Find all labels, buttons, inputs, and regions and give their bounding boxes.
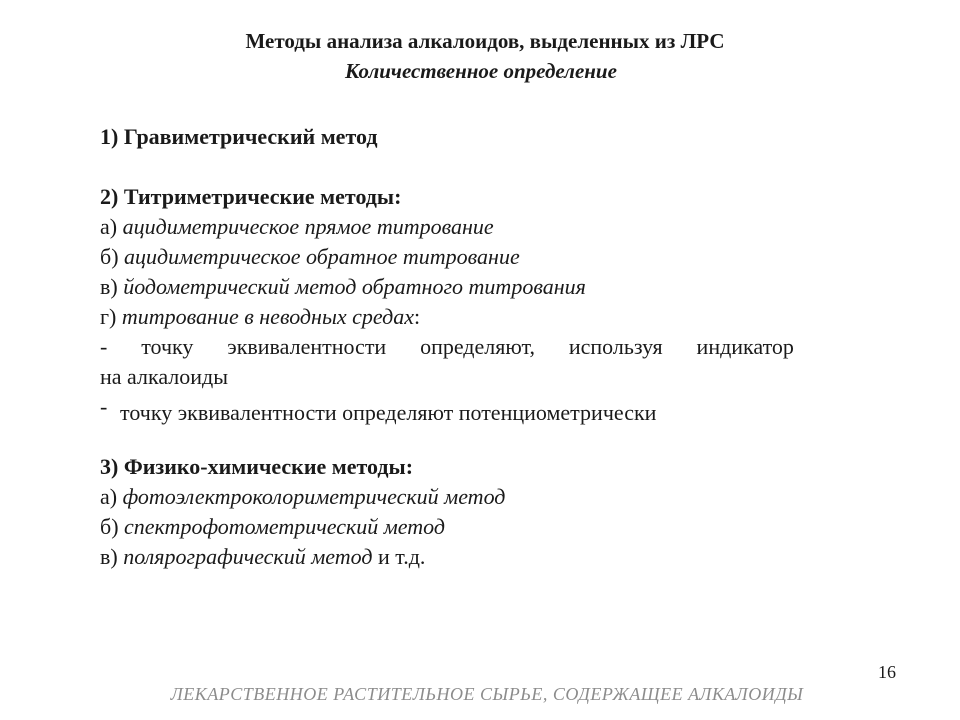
titrimetric-item-d: г) титрование в неводных средах:	[100, 304, 421, 329]
physchem-item-b: б) спектрофотометрический метод	[100, 514, 445, 539]
indicator-point-continued: на алкалоиды	[100, 364, 229, 389]
physchem-item-c: в) полярографический метод и т.д.	[100, 544, 426, 569]
slide-body	[100, 122, 820, 572]
titrimetric-heading: 2) Титриметрические методы:	[100, 184, 402, 209]
physchem-heading: 3) Физико-химические методы:	[100, 454, 414, 479]
slide-title: Методы анализа алкалоидов, выделенных из ЛРС	[245, 29, 725, 53]
indicator-point: - точку эквивалентности определяют, используя индикатор	[100, 334, 794, 359]
titrimetric-item-a: а) ацидиметрическое прямое титрование	[100, 214, 494, 239]
gravimetric-heading: 1) Гравиметрический метод	[100, 124, 378, 149]
slide-footer: ЛЕКАРСТВЕННОЕ РАСТИТЕЛЬНОЕ СЫРЬЕ, СОДЕРЖАЩЕЕ АЛКАЛОИДЫ	[170, 684, 804, 704]
titrimetric-item-b: б) ацидиметрическое обратное титрование	[100, 244, 520, 269]
physchem-item-a: а) фотоэлектроколориметрический метод	[100, 484, 506, 509]
slide-header	[0, 26, 960, 86]
slide-subtitle: Количественное определение	[345, 59, 617, 83]
potentiometric-point: - точку эквивалентности определяют потенциометрически	[100, 394, 657, 425]
page-number: 16	[878, 662, 896, 682]
titrimetric-item-c: в) йодометрический метод обратного титрования	[100, 274, 586, 299]
